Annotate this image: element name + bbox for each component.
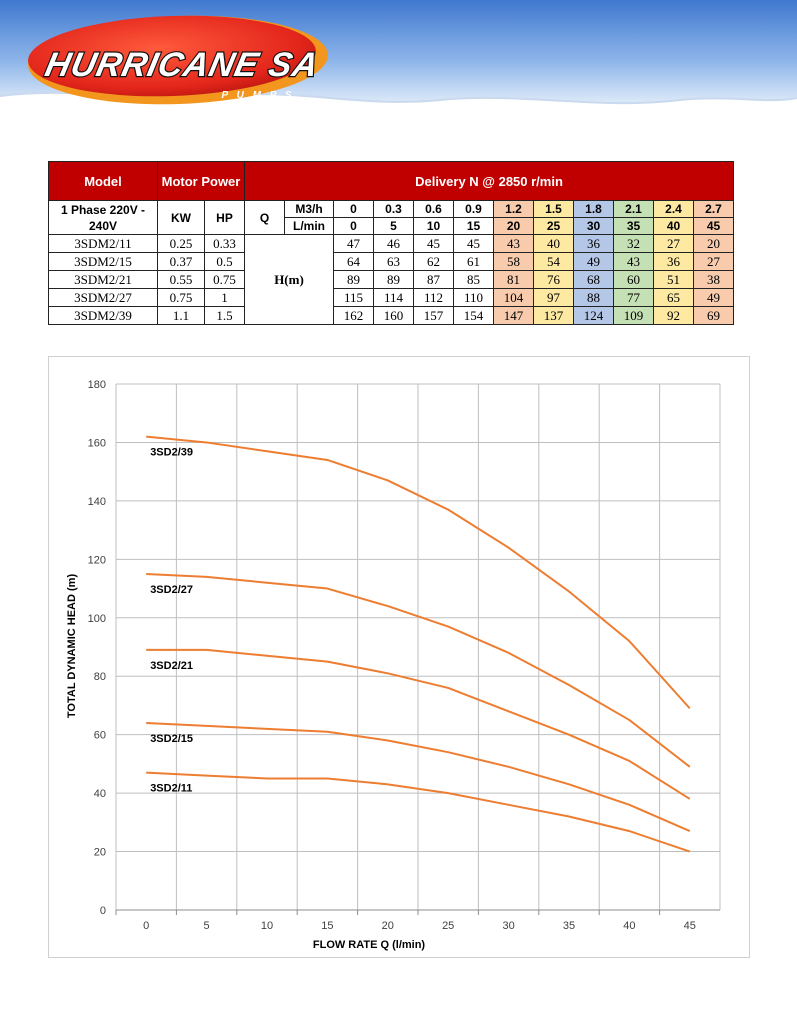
table-m3h-row [49, 201, 734, 218]
head-cell: 38 [694, 271, 734, 289]
m3h-value: 2.4 [654, 201, 694, 218]
head-cell: 89 [374, 271, 414, 289]
x-tick-label: 35 [562, 920, 576, 932]
m3h-value: 0.6 [414, 201, 454, 218]
head-cell: 47 [334, 235, 374, 253]
x-tick-label: 10 [260, 920, 274, 932]
model-cell: 3SDM2/15 [49, 253, 158, 271]
head-cell: 36 [574, 235, 614, 253]
head-cell: 51 [654, 271, 694, 289]
x-tick-label: 0 [143, 920, 150, 932]
table-row [49, 235, 734, 253]
model-cell: 3SDM2/21 [49, 271, 158, 289]
series-label: 3SD2/21 [150, 659, 194, 672]
head-cell: 54 [534, 253, 574, 271]
y-tick-label: 80 [93, 671, 106, 684]
m3h-value: 0 [334, 201, 374, 218]
hp-cell: 0.33 [205, 235, 245, 253]
hp-header: HP [205, 201, 245, 235]
head-cell: 58 [494, 253, 534, 271]
y-tick-label: 60 [93, 729, 106, 742]
head-cell: 109 [614, 307, 654, 325]
x-tick-label: 25 [442, 920, 455, 932]
head-cell: 43 [614, 253, 654, 271]
header-delivery: Delivery N @ 2850 r/min [245, 162, 734, 201]
header-graphic [0, 0, 797, 125]
header-motor-power: Motor Power [158, 162, 245, 201]
y-tick-label: 40 [93, 788, 106, 801]
head-cell: 61 [454, 253, 494, 271]
head-cell: 63 [374, 253, 414, 271]
brand-tagline: P U M P S [221, 90, 295, 101]
table-row [49, 253, 734, 271]
head-cell: 92 [654, 307, 694, 325]
head-cell: 49 [694, 289, 734, 307]
head-cell: 147 [494, 307, 534, 325]
hp-cell: 0.5 [205, 253, 245, 271]
kw-cell: 0.55 [158, 271, 205, 289]
lmin-value: 35 [614, 218, 654, 235]
head-cell: 110 [454, 289, 494, 307]
table-row [49, 307, 734, 325]
head-cell: 65 [654, 289, 694, 307]
head-cell: 64 [334, 253, 374, 271]
model-cell: 3SDM2/27 [49, 289, 158, 307]
x-tick-label: 5 [203, 920, 210, 932]
head-cell: 124 [574, 307, 614, 325]
head-cell: 114 [374, 289, 414, 307]
y-tick-label: 120 [87, 554, 106, 567]
page-header [0, 0, 797, 125]
kw-header: KW [158, 201, 205, 235]
m3h-value: 2.1 [614, 201, 654, 218]
lmin-value: 40 [654, 218, 694, 235]
x-tick-label: 45 [683, 920, 696, 932]
m3h-value: 1.2 [494, 201, 534, 218]
brand-name: HURRICANE SA [41, 46, 323, 84]
head-cell: 89 [334, 271, 374, 289]
head-cell: 76 [534, 271, 574, 289]
y-axis-title: TOTAL DYNAMIC HEAD (m) [66, 573, 78, 719]
head-cell: 104 [494, 289, 534, 307]
series-label: 3SD2/11 [150, 782, 193, 795]
model-cell: 3SDM2/11 [49, 235, 158, 253]
head-cell: 69 [694, 307, 734, 325]
head-cell: 85 [454, 271, 494, 289]
head-cell: 49 [574, 253, 614, 271]
lmin-value: 45 [694, 218, 734, 235]
head-cell: 88 [574, 289, 614, 307]
head-cell: 97 [534, 289, 574, 307]
head-cell: 137 [534, 307, 574, 325]
head-cell: 32 [614, 235, 654, 253]
y-tick-label: 100 [87, 612, 106, 625]
m3h-value: 1.5 [534, 201, 574, 218]
head-cell: 154 [454, 307, 494, 325]
m3h-value: 1.8 [574, 201, 614, 218]
hp-cell: 0.75 [205, 271, 245, 289]
table-row [49, 271, 734, 289]
m3h-label: M3/h [285, 201, 334, 218]
x-tick-label: 30 [502, 920, 515, 932]
head-cell: 40 [534, 235, 574, 253]
x-axis-title: FLOW RATE Q (l/min) [312, 939, 426, 951]
lmin-label: L/min [285, 218, 334, 235]
lmin-value: 30 [574, 218, 614, 235]
kw-cell: 0.37 [158, 253, 205, 271]
q-label: Q [245, 201, 285, 235]
series-label: 3SD2/15 [150, 732, 194, 745]
head-cell: 115 [334, 289, 374, 307]
lmin-value: 10 [414, 218, 454, 235]
x-tick-label: 40 [623, 920, 636, 932]
head-cell: 43 [494, 235, 534, 253]
y-tick-label: 180 [87, 379, 106, 391]
lmin-value: 5 [374, 218, 414, 235]
head-cell: 160 [374, 307, 414, 325]
m3h-value: 2.7 [694, 201, 734, 218]
head-cell: 77 [614, 289, 654, 307]
series-label: 3SD2/27 [150, 583, 194, 596]
lmin-value: 25 [534, 218, 574, 235]
head-cell: 20 [694, 235, 734, 253]
lmin-value: 0 [334, 218, 374, 235]
head-cell: 62 [414, 253, 454, 271]
y-tick-label: 160 [87, 437, 106, 450]
pump-curve-chart [48, 356, 750, 958]
performance-table [48, 161, 734, 325]
table-row [49, 289, 734, 307]
lmin-value: 15 [454, 218, 494, 235]
lmin-value: 20 [494, 218, 534, 235]
h-label: H(m) [245, 235, 334, 325]
header-model: Model [49, 162, 158, 201]
kw-cell: 0.75 [158, 289, 205, 307]
hp-cell: 1 [205, 289, 245, 307]
kw-cell: 1.1 [158, 307, 205, 325]
phase-label: 1 Phase 220V - 240V [49, 201, 158, 235]
kw-cell: 0.25 [158, 235, 205, 253]
x-tick-label: 15 [321, 920, 334, 932]
head-cell: 27 [654, 235, 694, 253]
y-tick-label: 140 [87, 495, 106, 508]
head-cell: 27 [694, 253, 734, 271]
table-header-row [49, 162, 734, 201]
head-cell: 162 [334, 307, 374, 325]
model-cell: 3SDM2/39 [49, 307, 158, 325]
x-tick-label: 20 [381, 920, 394, 932]
series-label: 3SD2/39 [150, 446, 194, 459]
head-cell: 45 [414, 235, 454, 253]
head-cell: 157 [414, 307, 454, 325]
m3h-value: 0.3 [374, 201, 414, 218]
y-tick-label: 0 [99, 905, 106, 917]
head-cell: 81 [494, 271, 534, 289]
head-cell: 36 [654, 253, 694, 271]
head-cell: 45 [454, 235, 494, 253]
y-tick-label: 20 [93, 846, 106, 859]
m3h-value: 0.9 [454, 201, 494, 218]
head-cell: 112 [414, 289, 454, 307]
hp-cell: 1.5 [205, 307, 245, 325]
head-cell: 87 [414, 271, 454, 289]
head-cell: 68 [574, 271, 614, 289]
head-cell: 46 [374, 235, 414, 253]
head-cell: 60 [614, 271, 654, 289]
